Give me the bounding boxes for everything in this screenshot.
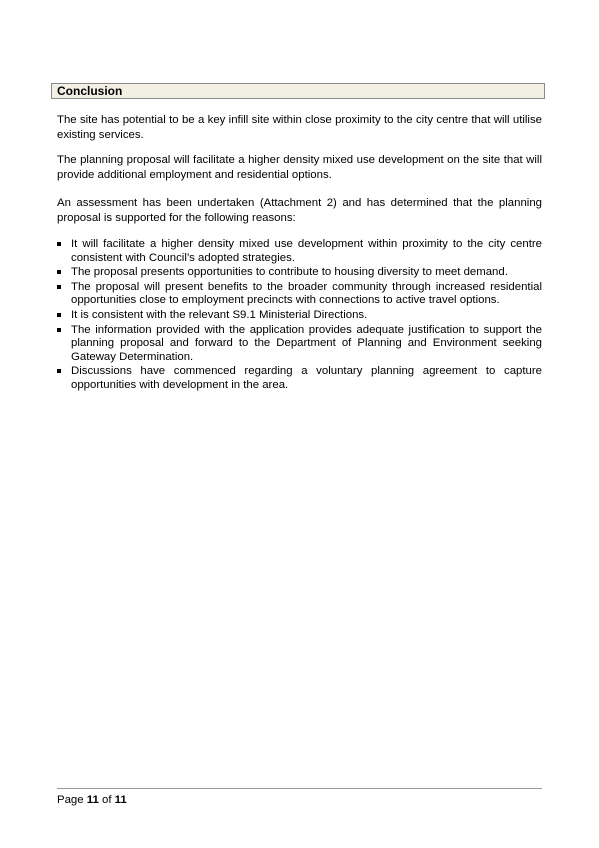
list-item-text: The information provided with the application provides adequate justification to support the planning proposal and forward to the Department of Planning and Environment seeking Gateway Determination. bbox=[71, 323, 542, 363]
list-item-text: It is consistent with the relevant S9.1 Ministerial Directions. bbox=[71, 308, 368, 321]
list-item bbox=[57, 266, 542, 280]
paragraph-site-potential: The site has potential to be a key infill site within close proximity to the city centre that will utilise existing services. bbox=[57, 114, 542, 141]
footer-divider bbox=[57, 788, 542, 789]
list-item bbox=[57, 238, 542, 265]
page-number: 11 bbox=[86, 794, 99, 806]
page-of-label: of bbox=[102, 794, 112, 806]
bullet-icon bbox=[57, 313, 61, 317]
list-item-text: The proposal will present benefits to the broader community through increased residential opportunities close to employment precincts with connections to active travel options. bbox=[71, 280, 542, 307]
reasons-list bbox=[57, 238, 542, 394]
paragraph-assessment: An assessment has been undertaken (Attachment 2) and has determined that the planning proposal is supported for the following reasons: bbox=[57, 197, 542, 224]
list-item-text: The proposal presents opportunities to contribute to housing diversity to meet demand. bbox=[71, 266, 508, 279]
bullet-icon bbox=[57, 369, 61, 373]
section-heading: Conclusion bbox=[51, 83, 545, 99]
bullet-icon bbox=[57, 242, 61, 246]
paragraph-planning-proposal: The planning proposal will facilitate a higher density mixed use development on the site that will provide additional employment and residential options. bbox=[57, 154, 542, 181]
list-item bbox=[57, 281, 542, 308]
page-prefix: Page bbox=[57, 794, 84, 806]
list-item-text: It will facilitate a higher density mixed use development within proximity to the city centre consistent with Council’s adopted strategies. bbox=[71, 238, 542, 264]
list-item bbox=[57, 324, 542, 365]
list-item bbox=[57, 365, 542, 392]
list-item-text: Discussions have commenced regarding a voluntary planning agreement to capture opportunities with development in the area. bbox=[71, 365, 542, 391]
bullet-icon bbox=[57, 285, 61, 289]
bullet-icon bbox=[57, 270, 61, 274]
page-footer bbox=[57, 793, 127, 807]
page-total: 11 bbox=[114, 794, 127, 806]
list-item bbox=[57, 309, 542, 323]
bullet-icon bbox=[57, 328, 61, 332]
